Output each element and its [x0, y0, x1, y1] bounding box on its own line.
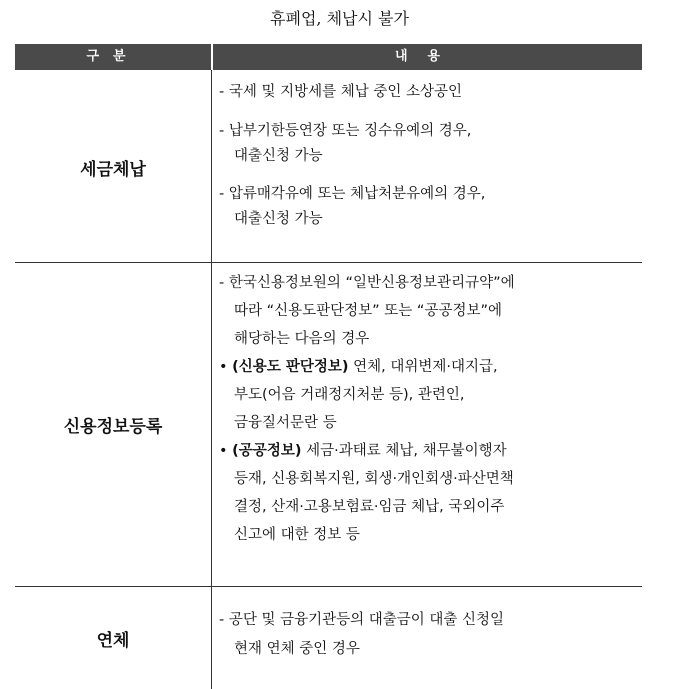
content-line: 금융질서문란 등: [234, 415, 337, 431]
content-line: 신고에 대한 정보 등: [234, 527, 360, 543]
content-line: 대출신청 가능: [234, 148, 323, 164]
bullet-item: [219, 440, 507, 463]
page-title: 휴폐업, 체납시 불가: [270, 9, 409, 28]
bullet-item: [219, 356, 498, 379]
bullet-text: 연체, 대위변제·대지급,: [348, 359, 498, 375]
bullet-icon: •: [219, 359, 233, 375]
content-line: - 한국신용정보원의 “일반신용정보관리규약”에: [219, 275, 515, 291]
content-line: 결정, 산재·고용보험료·임금 체납, 국외이주: [234, 499, 505, 515]
row-label-delinquency: 연체: [96, 631, 130, 651]
bullet-bold-label: (신용도 판단정보): [232, 359, 349, 375]
content-line: 현재 연체 중인 경우: [234, 641, 360, 657]
content-line: 부도(어음 거래정지처분 등), 관련인,: [234, 387, 465, 403]
bullet-text: 세금·과태료 체납, 채무불이행자: [301, 443, 507, 459]
content-line: 등재, 신용회복지원, 회생·개인회생·파산면책: [234, 471, 514, 487]
content-line: 해당하는 다음의 경우: [234, 331, 370, 347]
content-line: - 납부기한등연장 또는 징수유예의 경우,: [219, 123, 472, 139]
row-label-credit-info: 신용정보등록: [63, 417, 163, 437]
header-category: 구분: [86, 49, 140, 64]
content-line: - 공단 및 금융기관등의 대출금이 대출 신청일: [219, 612, 505, 628]
header-content: 내용: [394, 49, 461, 64]
column-divider: [211, 70, 212, 689]
content-line: - 압류매각유예 또는 체납처분유예의 경우,: [219, 186, 486, 202]
content-line: 대출신청 가능: [234, 211, 323, 227]
bullet-icon: •: [219, 443, 233, 459]
bullet-bold-label: (공공정보): [232, 443, 302, 459]
row-divider: [15, 586, 642, 587]
content-line: - 국세 및 지방세를 체납 중인 소상공인: [219, 84, 462, 100]
table-header: [15, 44, 642, 70]
content-line: 따라 “신용도판단정보” 또는 “공공정보”에: [234, 303, 502, 319]
row-divider: [15, 262, 642, 263]
row-label-tax-arrears: 세금체납: [80, 160, 146, 180]
